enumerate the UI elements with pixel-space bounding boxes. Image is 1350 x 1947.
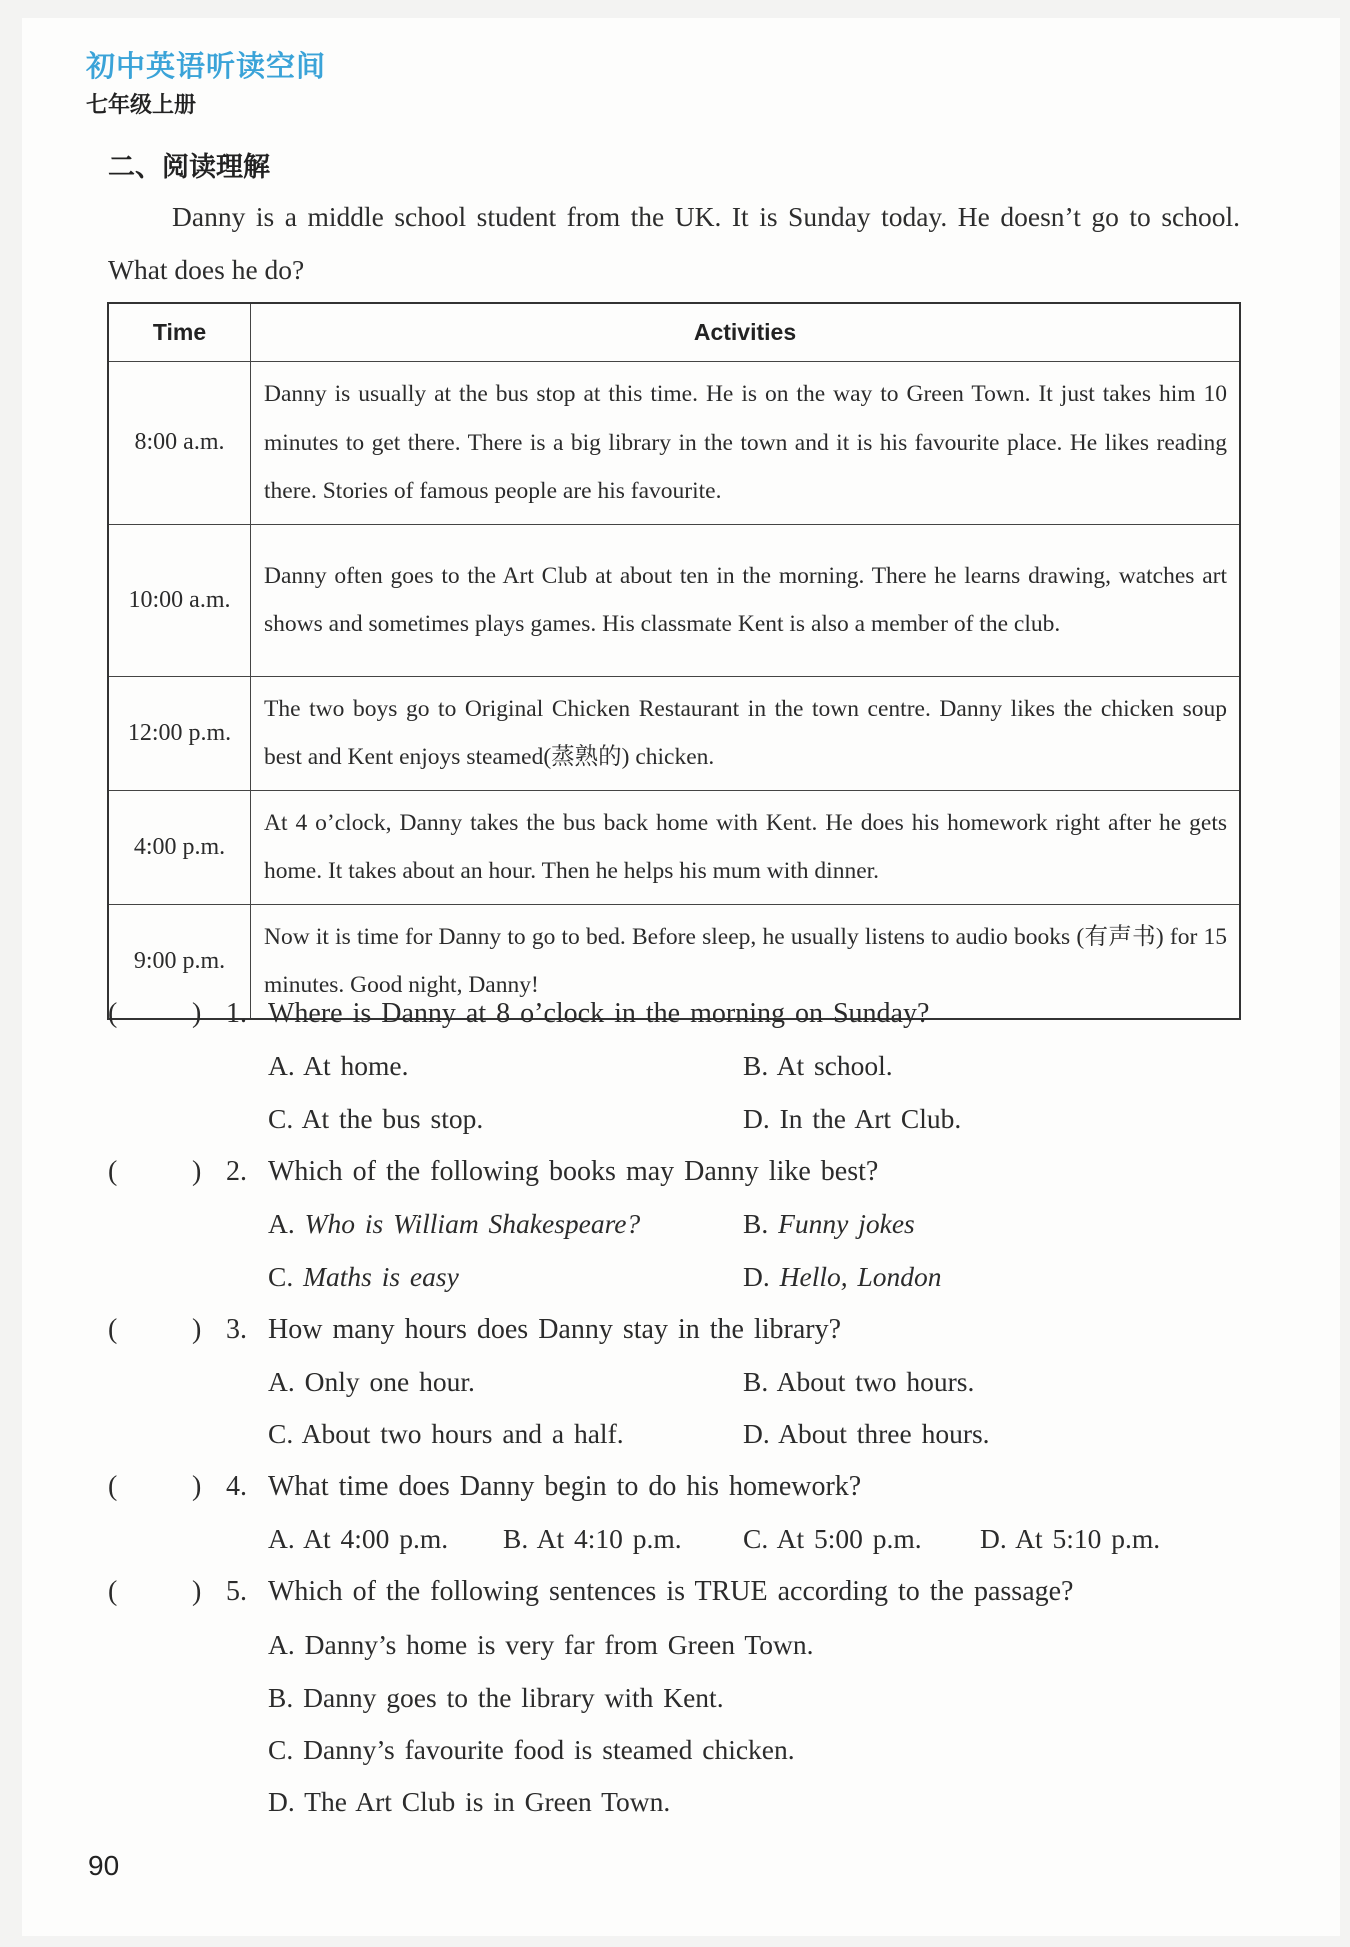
option-a: A. Only one hour.: [268, 1366, 475, 1397]
question-stem: How many hours does Danny stay in the library?: [268, 1314, 841, 1345]
option-c: C. About two hours and a half.: [268, 1418, 624, 1449]
option-b: B. About two hours.: [743, 1366, 975, 1397]
activity-cell: At 4 o’clock, Danny takes the bus back home with Kent. He does his homework right after he gets home. It takes about an hour. Then he helps his mum with dinner.: [251, 790, 1241, 904]
time-column-header: Time: [108, 303, 251, 362]
option-d: D. About three hours.: [743, 1418, 990, 1449]
question-number: 1.: [226, 998, 247, 1029]
table-row: [108, 676, 1240, 790]
option-c: C. At the bus stop.: [268, 1103, 484, 1134]
question-stem: Where is Danny at 8 o’clock in the morning on Sunday?: [268, 998, 930, 1029]
section-heading: 二、阅读理解: [108, 152, 270, 183]
option-d: D. Hello, London: [743, 1261, 942, 1292]
activity-cell: Danny often goes to the Art Club at about ten in the morning. There he learns drawing, watches art shows and sometimes plays games. His classmate Kent is also a member of the club.: [251, 524, 1241, 676]
question-number: 4.: [226, 1471, 247, 1502]
activity-cell: Danny is usually at the bus stop at this time. He is on the way to Green Town. It just takes him 10 minutes to get there. There is a big library in the town and it is his favourite place. He likes reading there. Stories of famous people are his favourite.: [251, 362, 1241, 525]
option-c: C. At 5:00 p.m.: [743, 1523, 922, 1554]
table-row: [108, 362, 1240, 525]
time-cell: 10:00 a.m.: [108, 524, 251, 676]
option-d: D. At 5:10 p.m.: [980, 1523, 1161, 1554]
table-row: [108, 790, 1240, 904]
question-number: 2.: [226, 1156, 247, 1187]
grade-label: 七年级上册: [86, 92, 197, 118]
time-cell: 8:00 a.m.: [108, 362, 251, 525]
time-cell: 9:00 p.m.: [108, 904, 251, 1019]
time-cell: 4:00 p.m.: [108, 790, 251, 904]
option-a: A. At 4:00 p.m.: [268, 1523, 449, 1554]
activity-cell: Now it is time for Danny to go to bed. Before sleep, he usually listens to audio books (有声书) for 15 minutes. Good night, Danny!: [251, 904, 1241, 1019]
intro-paragraph: Danny is a middle school student from the UK. It is Sunday today. He doesn’t go to school. What does he do?: [108, 201, 1240, 285]
option-a: A. At home.: [268, 1050, 409, 1081]
table-header-row: [108, 303, 1240, 362]
option-b: B. At school.: [743, 1050, 893, 1081]
option-d: D. In the Art Club.: [743, 1103, 962, 1134]
question-number: 3.: [226, 1314, 247, 1345]
option-a: A. Danny’s home is very far from Green Town.: [268, 1629, 814, 1660]
time-cell: 12:00 p.m.: [108, 676, 251, 790]
option-c: C. Danny’s favourite food is steamed chicken.: [268, 1734, 795, 1765]
option-b: B. At 4:10 p.m.: [503, 1523, 682, 1554]
series-title: 初中英语听读空间: [86, 49, 327, 83]
option-b: B. Danny goes to the library with Kent.: [268, 1682, 724, 1713]
option-b: B. Funny jokes: [743, 1208, 915, 1239]
question-stem: Which of the following sentences is TRUE according to the passage?: [268, 1576, 1074, 1607]
table-row: [108, 524, 1240, 676]
schedule-table: [107, 302, 1241, 1020]
option-d: D. The Art Club is in Green Town.: [268, 1786, 671, 1817]
question-number: 5.: [226, 1576, 247, 1607]
activity-cell: The two boys go to Original Chicken Restaurant in the town centre. Danny likes the chicken soup best and Kent enjoys steamed(蒸熟的) chicken.: [251, 676, 1241, 790]
question-stem: What time does Danny begin to do his homework?: [268, 1471, 862, 1502]
activities-column-header: Activities: [251, 303, 1241, 362]
page-number: 90: [88, 1850, 120, 1881]
option-c: C. Maths is easy: [268, 1261, 459, 1292]
option-a: A. Who is William Shakespeare?: [268, 1208, 641, 1239]
question-stem: Which of the following books may Danny like best?: [268, 1156, 879, 1187]
